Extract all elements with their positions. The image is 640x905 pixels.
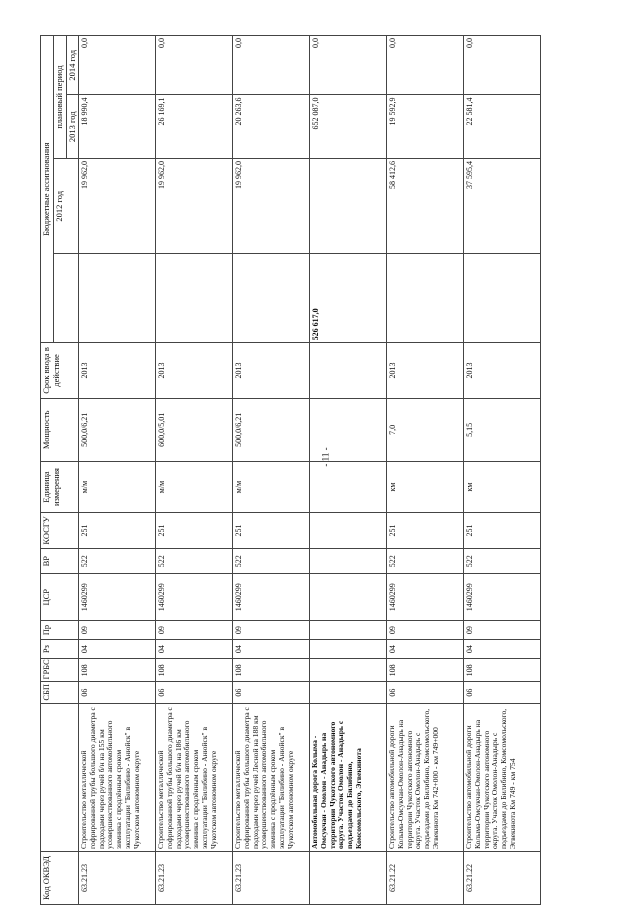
table-row: [310, 36, 387, 905]
cell-name: Строительство металлической гофрированной трубы большого диаметра с подходами через ручей б/н на 186 км усовершенствованного автомобильного зимника с продлённым сроком эксплуатации "Билибино - Анюйск" в Чукотском автономном округе: [156, 703, 233, 851]
cell-vr: 522: [156, 548, 233, 573]
cell-term: 2013: [156, 343, 233, 398]
cell-unit: м/м: [79, 462, 156, 513]
cell-vr: 522: [464, 548, 541, 573]
cell-name: Автомобильная дорога Колыма - Омсукчан - Омолон - Анадырь на территории Чукотского автономного округа. Участок Омолон - Анадырь с подъездами до Билибино, Комсомольского, Эгвекинота: [310, 703, 387, 851]
cell-y2012: 19 962,0: [233, 159, 310, 254]
table-body: [79, 36, 541, 905]
cell-grbs: 108: [233, 659, 310, 682]
header-budget: Бюджетные ассигнования: [41, 36, 54, 343]
cell-vr: [310, 548, 387, 573]
cell-capacity: 500,0/6,21: [233, 398, 310, 462]
cell-y2013: 18 990,4: [79, 95, 156, 159]
cell-unit: м/м: [156, 462, 233, 513]
cell-code: 63.21.22: [464, 852, 541, 905]
cell-term: 2013: [79, 343, 156, 398]
cell-capacity: 5,15: [464, 398, 541, 462]
cell-kosgu: 251: [387, 512, 464, 548]
cell-sbp: 06: [156, 682, 233, 703]
cell-y2012: 19 962,0: [156, 159, 233, 254]
header-term: Срок ввода в действие: [41, 343, 79, 398]
cell-name: Строительство металлической гофрированной трубы большого диаметра с подходами через ручей б/н на 155 км усовершенствованного автомобильного зимника с продлённым сроком эксплуатации "Билибино - Анюйск" в Чукотском автономном округе: [79, 703, 156, 851]
rotated-table-wrapper: [40, 35, 600, 905]
cell-pr: 09: [387, 621, 464, 640]
cell-y2013: 19 592,9: [387, 95, 464, 159]
cell-vr: 522: [387, 548, 464, 573]
cell-name: Строительство автомобильной дороги Колыма-Омсукчан-Омолон-Анадырь на территории Чукотского автономного округа. Участок Омолон-Анадырь с подъездами до Билибино, Комсомольского, Эгвекинота Км 742+000 - км 749+000: [387, 703, 464, 851]
cell-vr: 522: [79, 548, 156, 573]
cell-term: 2013: [387, 343, 464, 398]
cell-unit: м/м: [233, 462, 310, 513]
cell-csr: 1460299: [387, 574, 464, 621]
cell-y2013: 20 263,6: [233, 95, 310, 159]
table-row: [156, 36, 233, 905]
cell-y2013: 652 087,0: [310, 95, 387, 159]
cell-grbs: 108: [79, 659, 156, 682]
cell-pr: [310, 621, 387, 640]
cell-y2014: 0,0: [464, 36, 541, 95]
cell-vr: 522: [233, 548, 310, 573]
cell-grbs: [310, 659, 387, 682]
cell-total: 526 617,0: [310, 254, 387, 343]
table-row: [464, 36, 541, 905]
cell-y2012: [310, 159, 387, 254]
cell-pr: 09: [156, 621, 233, 640]
cell-y2013: 26 169,1: [156, 95, 233, 159]
cell-sbp: 06: [464, 682, 541, 703]
cell-name: Строительство автомобильной дороги Колыма-Омсукчан-Омолон-Анадырь на территории Чукотского автономного округа. Участок Омолон-Анадырь с подъездами до Билибино, Комсомольского, Эгвекинота Км 749 - км 754: [464, 703, 541, 851]
header-2013: 2013 год: [66, 95, 79, 159]
cell-y2012: 58 412,6: [387, 159, 464, 254]
cell-total: [79, 254, 156, 343]
header-rz: Рз: [41, 640, 79, 659]
cell-rz: [310, 640, 387, 659]
cell-code: 63.21.23: [233, 852, 310, 905]
cell-sbp: [310, 682, 387, 703]
cell-grbs: 108: [464, 659, 541, 682]
header-sbp: СБП: [41, 682, 79, 703]
cell-rz: 04: [79, 640, 156, 659]
cell-kosgu: 251: [156, 512, 233, 548]
cell-name: Строительство металлической гофрированной трубы большого диаметра с подходами через ручей Лесной на 188 км усовершенствованного автомобильного зимника с продлённым сроком эксплуатации "Билибино - Анюйск" в Чукотском автономном округе: [233, 703, 310, 851]
cell-y2014: 0,0: [79, 36, 156, 95]
header-kosgu: КОСГУ: [41, 512, 79, 548]
cell-sbp: 06: [79, 682, 156, 703]
cell-term: 2013: [233, 343, 310, 398]
cell-code: 63.21.22: [387, 852, 464, 905]
header-planned: плановый период: [53, 36, 66, 159]
header-capacity: Мощность: [41, 398, 79, 462]
cell-pr: 09: [233, 621, 310, 640]
cell-capacity: 500,0/6,21: [79, 398, 156, 462]
cell-y2012: 19 962,0: [79, 159, 156, 254]
table-row: [233, 36, 310, 905]
table-row: [387, 36, 464, 905]
header-name: [41, 703, 79, 851]
header-row-1: [41, 36, 54, 905]
header-csr: ЦСР: [41, 574, 79, 621]
cell-rz: 04: [387, 640, 464, 659]
cell-unit: [310, 462, 387, 513]
cell-y2014: 0,0: [310, 36, 387, 95]
header-2014: 2014 год: [66, 36, 79, 95]
cell-total: [387, 254, 464, 343]
cell-kosgu: 251: [464, 512, 541, 548]
cell-rz: 04: [233, 640, 310, 659]
cell-unit: км: [387, 462, 464, 513]
cell-total: [464, 254, 541, 343]
cell-y2014: 0,0: [233, 36, 310, 95]
page-number: - 11 -: [320, 447, 331, 467]
cell-kosgu: [310, 512, 387, 548]
header-vr: ВР: [41, 548, 79, 573]
cell-csr: 1460299: [156, 574, 233, 621]
cell-rz: 04: [464, 640, 541, 659]
cell-capacity: 600,0/5,01: [156, 398, 233, 462]
cell-total: [233, 254, 310, 343]
table-row: [79, 36, 156, 905]
cell-y2014: 0,0: [156, 36, 233, 95]
cell-sbp: 06: [387, 682, 464, 703]
cell-csr: 1460299: [233, 574, 310, 621]
cell-code: 63.21.23: [79, 852, 156, 905]
cell-csr: 1460299: [79, 574, 156, 621]
cell-term: [310, 343, 387, 398]
cell-rz: 04: [156, 640, 233, 659]
cell-code: [310, 852, 387, 905]
cell-grbs: 108: [156, 659, 233, 682]
header-pr: Пр: [41, 621, 79, 640]
cell-capacity: 7,0: [387, 398, 464, 462]
cell-kosgu: 251: [79, 512, 156, 548]
cell-term: 2013: [464, 343, 541, 398]
header-grbs: ГРБС: [41, 659, 79, 682]
cell-y2014: 0,0: [387, 36, 464, 95]
cell-pr: 09: [464, 621, 541, 640]
header-unit: Единица измерения: [41, 462, 79, 513]
cell-unit: км: [464, 462, 541, 513]
cell-total: [156, 254, 233, 343]
cell-kosgu: 251: [233, 512, 310, 548]
cell-y2012: 37 595,4: [464, 159, 541, 254]
cell-grbs: 108: [387, 659, 464, 682]
budget-table: [40, 35, 541, 905]
header-code: Код ОКВЭД: [41, 852, 79, 905]
cell-csr: [310, 574, 387, 621]
header-2012: 2012 год: [53, 159, 79, 254]
cell-pr: 09: [79, 621, 156, 640]
cell-y2013: 22 581,4: [464, 95, 541, 159]
cell-code: 63.21.23: [156, 852, 233, 905]
cell-csr: 1460299: [464, 574, 541, 621]
cell-sbp: 06: [233, 682, 310, 703]
header-total-col: [53, 254, 79, 343]
